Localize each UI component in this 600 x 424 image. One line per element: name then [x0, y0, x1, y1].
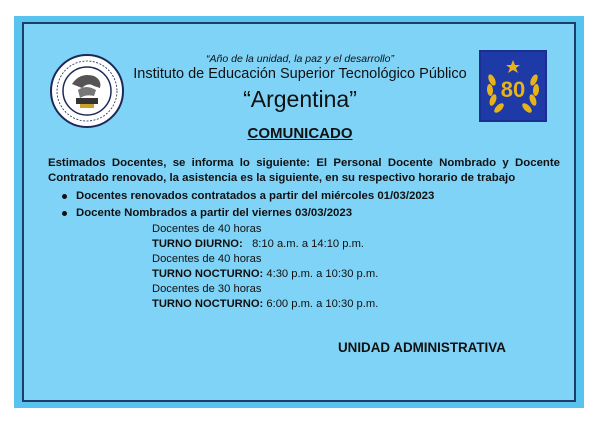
schedule-block [152, 222, 378, 312]
institute-title: “Argentina” [243, 86, 357, 112]
bullet-icon [62, 211, 67, 216]
notice-intro: Estimados Docentes, se informa lo siguiente: El Personal Docente Nombrado y Docente Contratado renovado, la asistencia es la siguiente, en su respectivo horario de trabajo [48, 157, 560, 184]
schedule-hours: Docentes de 30 horas [152, 283, 262, 295]
bullet-text: Docentes renovados contratados a partir del miércoles 01/03/2023 [76, 190, 435, 202]
schedule-shift [152, 237, 378, 252]
laurel-80-icon [479, 50, 547, 122]
shift-time: 6:00 p.m. a 10:30 p.m. [263, 298, 379, 310]
schedule-shift [152, 297, 378, 312]
signature: UNIDAD ADMINISTRATIVA [338, 340, 506, 355]
notice-title: COMUNICADO [247, 125, 353, 142]
shift-label: TURNO NOCTURNO: [152, 268, 264, 280]
bullet-text: Docente Nombrados a partir del viernes 03/03/2023 [76, 207, 353, 219]
list-item [60, 205, 434, 222]
anniversary-badge [479, 50, 547, 122]
shift-label: TURNO NOCTURNO: [152, 298, 264, 310]
shift-time: 8:10 a.m. a 14:10 p.m. [242, 238, 365, 250]
shift-time: 4:30 p.m. a 10:30 p.m. [263, 268, 379, 280]
bullet-icon [62, 194, 67, 199]
shift-label: TURNO DIURNO: [152, 238, 243, 250]
list-item [60, 188, 434, 205]
badge-number: 80 [500, 77, 526, 102]
motto: “Año de la unidad, la paz y el desarrollo” [206, 53, 394, 65]
institute-name: Instituto de Educación Superior Tecnológico Público [133, 66, 467, 82]
schedule-hours: Docentes de 40 horas [152, 223, 262, 235]
schedule-hours: Docentes de 40 horas [152, 253, 262, 265]
schedule-shift [152, 267, 378, 282]
notice-bullets [60, 188, 434, 222]
